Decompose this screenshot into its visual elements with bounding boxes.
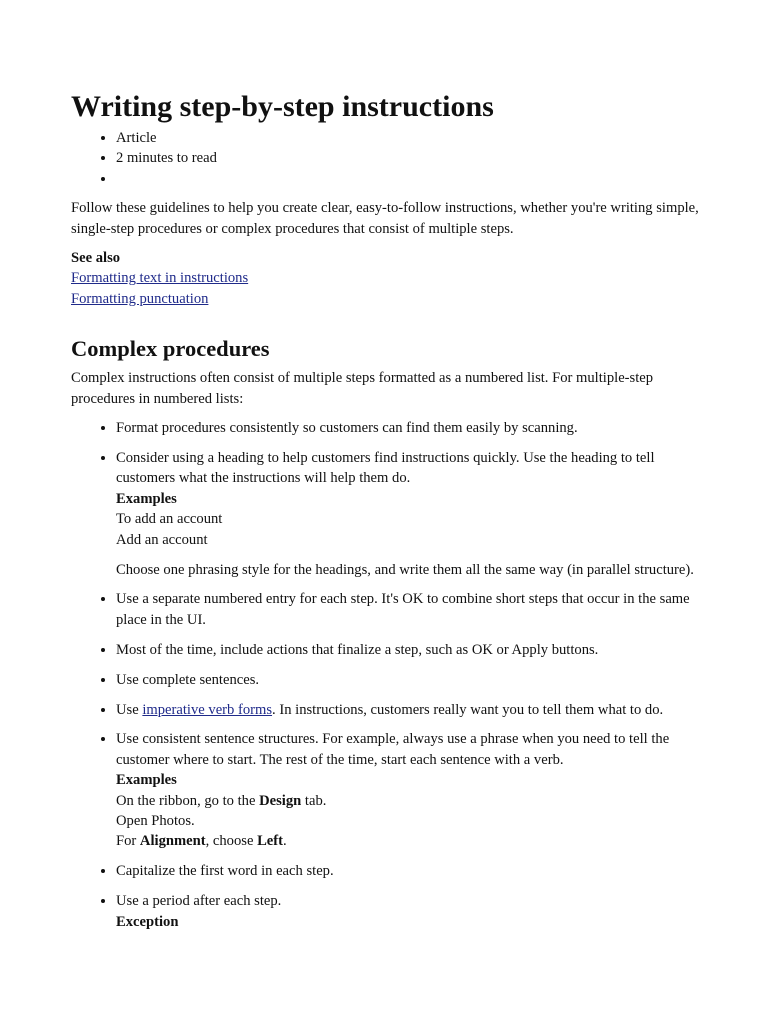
meta-empty-item xyxy=(116,169,699,189)
link-formatting-text[interactable]: Formatting text in instructions xyxy=(71,270,249,287)
link-imperative-verb-forms[interactable]: imperative verb forms xyxy=(142,701,273,718)
article xyxy=(71,88,699,942)
list-item: • Format procedures consistently so customers can find them easily by scanning. xyxy=(116,418,699,438)
list-item: • Use consistent sentence structures. For example, always use a phrase when you need to tell the customer where to start. The rest of the time, start each sentence with a verb. Examples On the ribbon, go to the Design tab. Open Photos. For Alignment, choose Left. xyxy=(116,729,699,851)
example-line: Add an account xyxy=(116,531,208,548)
example-line: For Alignment, choose Left. xyxy=(116,833,287,850)
guidelines-list xyxy=(71,418,699,932)
see-also-label: See also xyxy=(71,250,121,267)
read-time: • 2 minutes to read xyxy=(116,148,699,168)
list-item: • Consider using a heading to help customers find instructions quickly. Use the heading to tell customers what the instructions will help them do. Examples To add an account Add an account Choose one phrasing style for the headings, and write them all the same way (in parallel structure). xyxy=(116,448,699,580)
exception-label: Exception xyxy=(116,913,179,930)
list-item: • Most of the time, include actions that finalize a step, such as OK or Apply buttons. xyxy=(116,640,699,660)
example-line: To add an account xyxy=(116,511,223,528)
heading-style-note: Choose one phrasing style for the headings, and write them all the same way (in parallel structure). xyxy=(116,561,694,578)
list-item: • Use complete sentences. xyxy=(116,670,699,690)
section-heading-complex: Complex procedures xyxy=(71,336,270,362)
page-title: Writing step-by-step instructions xyxy=(71,90,494,123)
see-also xyxy=(71,248,699,309)
article-type: • Article xyxy=(116,128,699,148)
link-formatting-punctuation[interactable]: Formatting punctuation xyxy=(71,290,209,307)
complex-lead: Complex instructions often consist of multiple steps formatted as a numbered list. For multiple-step procedures in numbered lists: xyxy=(71,370,654,407)
list-item: • Use a separate numbered entry for each step. It's OK to combine short steps that occur in the same place in the UI. xyxy=(116,589,699,630)
example-line: On the ribbon, go to the Design tab. xyxy=(116,792,327,809)
examples-label: Examples xyxy=(116,490,177,507)
list-item: • Use imperative verb forms. In instructions, customers really want you to tell them what to do. xyxy=(116,700,699,720)
intro-paragraph: Follow these guidelines to help you create clear, easy-to-follow instructions, whether you're writing simple, single-step procedures or complex procedures that consist of multiple steps. xyxy=(71,200,699,237)
example-line: Open Photos. xyxy=(116,813,195,830)
list-item: • Capitalize the first word in each step. xyxy=(116,861,699,881)
list-item: • Use a period after each step. Exception xyxy=(116,891,699,932)
examples-label: Examples xyxy=(116,772,177,789)
article-meta xyxy=(71,128,699,189)
